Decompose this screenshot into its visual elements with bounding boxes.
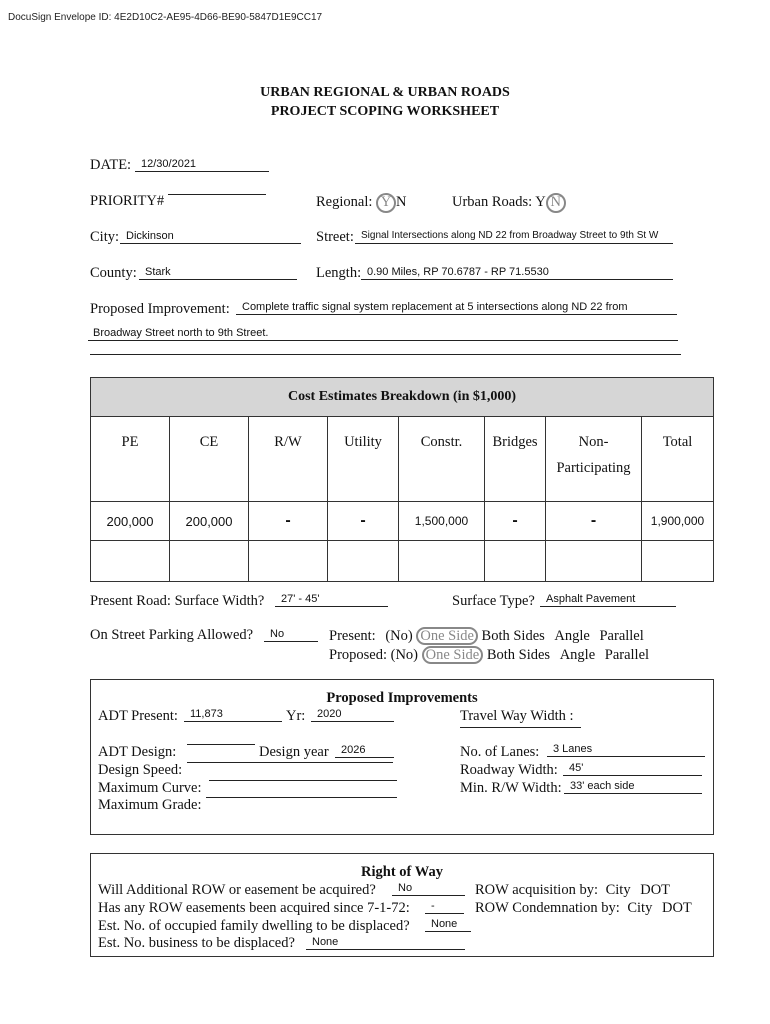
max-grade-field[interactable] [206, 797, 397, 798]
col-total: Total [642, 417, 714, 502]
proposed-improvement-line3[interactable] [90, 354, 681, 355]
condemnation-dot-option[interactable]: DOT [661, 900, 692, 916]
yr-label: Yr: [286, 708, 306, 724]
proposed-improvement-line2[interactable]: Broadway Street north to 9th Street. [88, 326, 678, 341]
max-grade-label: Maximum Grade: [98, 797, 202, 813]
present-no-option[interactable]: (No) [385, 628, 413, 644]
right-of-way-title: Right of Way [361, 864, 443, 880]
row-q4-label: Est. No. business to be displaced? [98, 935, 295, 951]
present-angle-option[interactable]: Angle [554, 628, 590, 644]
surface-type-field[interactable]: Asphalt Pavement [540, 592, 676, 607]
lanes-field[interactable]: 3 Lanes [547, 742, 705, 757]
date-label: DATE: [90, 157, 132, 173]
col-bridges: Bridges [485, 417, 546, 502]
regional-no-option[interactable]: N [396, 194, 407, 210]
col-rw: R/W [249, 417, 328, 502]
acquisition-dot-option[interactable]: DOT [640, 882, 671, 898]
proposed-no-option[interactable]: (No) [390, 647, 419, 663]
empty-cell[interactable] [485, 541, 546, 582]
proposed-one-side-option[interactable]: One Side [422, 646, 484, 664]
urban-roads-label: Urban Roads: [452, 194, 533, 210]
regional-yes-option[interactable]: Y [376, 193, 396, 213]
present-one-side-option[interactable]: One Side [416, 627, 478, 645]
row-condemnation-label: ROW Condemnation by: [475, 900, 620, 916]
regional-field [316, 193, 407, 213]
lanes-label: No. of Lanes: [460, 744, 540, 760]
empty-cell[interactable] [328, 541, 399, 582]
design-speed-field[interactable] [187, 762, 393, 763]
roadway-width-field[interactable]: 45' [563, 761, 702, 776]
max-curve-field[interactable] [209, 780, 397, 781]
cell-rw[interactable]: - [249, 502, 328, 541]
design-speed-label: Design Speed: [98, 762, 183, 778]
row-q1-label: Will Additional ROW or easement be acquired? [98, 882, 376, 898]
priority-field[interactable] [168, 194, 266, 195]
table-row [91, 502, 714, 541]
col-non-participating: Non- Participating [546, 417, 642, 502]
length-field[interactable]: 0.90 Miles, RP 70.6787 - RP 71.5530 [361, 265, 673, 280]
urban-roads-no-option[interactable]: N [546, 193, 566, 213]
row-q1-field[interactable]: No [392, 881, 465, 896]
col-ce: CE [170, 417, 249, 502]
present-label: Present: [329, 628, 376, 644]
county-field[interactable]: Stark [139, 265, 297, 280]
length-label: Length: [316, 265, 362, 281]
cell-bridges[interactable]: - [485, 502, 546, 541]
proposed-angle-option[interactable]: Angle [559, 647, 596, 663]
city-label: City: [90, 229, 120, 245]
adt-design-field[interactable] [187, 744, 255, 745]
yr-field[interactable]: 2020 [311, 707, 394, 722]
row-q3-field[interactable]: None [425, 917, 471, 932]
row-condemnation-row [475, 900, 692, 917]
surface-width-field[interactable]: 27' - 45' [275, 592, 388, 607]
present-parallel-option[interactable]: Parallel [599, 628, 644, 644]
row-q3-label: Est. No. of occupied family dwelling to be displaced? [98, 918, 410, 934]
design-year-label: Design year [259, 744, 329, 760]
cell-non-participating[interactable]: - [546, 502, 642, 541]
cell-pe[interactable]: 200,000 [91, 502, 170, 541]
table-row [91, 541, 714, 582]
regional-label: Regional: [316, 194, 373, 210]
min-rw-width-field[interactable]: 33' each side [564, 779, 702, 794]
max-curve-label: Maximum Curve: [98, 780, 202, 796]
cell-total[interactable]: 1,900,000 [642, 502, 714, 541]
empty-cell[interactable] [642, 541, 714, 582]
col-constr: Constr. [399, 417, 485, 502]
row-q4-field[interactable]: None [306, 935, 465, 950]
date-field[interactable]: 12/30/2021 [135, 157, 269, 172]
parking-label: On Street Parking Allowed? [90, 627, 254, 643]
county-label: County: [90, 265, 137, 281]
adt-present-label: ADT Present: [98, 708, 178, 724]
parking-field[interactable]: No [264, 627, 318, 642]
priority-label: PRIORITY# [90, 193, 165, 209]
row-acquisition-row [475, 882, 670, 899]
row-q2-field[interactable]: - [425, 899, 464, 914]
urban-roads-yes-option[interactable]: Y [535, 194, 546, 210]
page-subtitle: PROJECT SCOPING WORKSHEET [270, 104, 500, 119]
cell-utility[interactable]: - [328, 502, 399, 541]
cost-table-title: Cost Estimates Breakdown (in $1,000) [91, 378, 714, 417]
min-rw-width-label: Min. R/W Width: [460, 780, 562, 796]
cost-estimates-table [90, 377, 714, 582]
proposed-improvement-label: Proposed Improvement: [90, 301, 230, 317]
empty-cell[interactable] [399, 541, 485, 582]
adt-present-field[interactable]: 11,873 [184, 707, 282, 722]
surface-type-label: Surface Type? [452, 593, 535, 609]
col-utility: Utility [328, 417, 399, 502]
envelope-id: DocuSign Envelope ID: 4E2D10C2-AE95-4D66-BE90-5847D1E9CC17 [8, 12, 323, 23]
empty-cell[interactable] [249, 541, 328, 582]
surface-width-label: Present Road: Surface Width? [90, 593, 265, 609]
col-pe: PE [91, 417, 170, 502]
present-both-sides-option[interactable]: Both Sides [481, 628, 545, 644]
proposed-improvement-line1[interactable]: Complete traffic signal system replacement at 5 intersections along ND 22 from [236, 300, 677, 315]
empty-cell[interactable] [546, 541, 642, 582]
acquisition-city-option[interactable]: City [605, 882, 631, 898]
parking-proposed-row [329, 646, 649, 664]
urban-roads-field [452, 193, 566, 213]
page-title: URBAN REGIONAL & URBAN ROADS [260, 85, 510, 100]
proposed-improvements-title: Proposed Improvements [326, 690, 478, 706]
row-q2-label: Has any ROW easements been acquired since 7-1-72: [98, 900, 410, 916]
proposed-both-sides-option[interactable]: Both Sides [486, 647, 551, 663]
empty-cell[interactable] [91, 541, 170, 582]
street-field[interactable]: Signal Intersections along ND 22 from Broadway Street to 9th St W [355, 229, 673, 244]
empty-cell[interactable] [170, 541, 249, 582]
proposed-label: Proposed: [329, 647, 387, 663]
adt-design-label: ADT Design: [98, 744, 177, 760]
travel-way-field[interactable] [460, 727, 581, 728]
roadway-width-label: Roadway Width: [460, 762, 558, 778]
travel-way-label: Travel Way Width : [460, 708, 574, 724]
street-label: Street: [316, 229, 354, 245]
cell-ce[interactable]: 200,000 [170, 502, 249, 541]
city-field[interactable]: Dickinson [120, 229, 301, 244]
row-acquisition-label: ROW acquisition by: [475, 882, 598, 898]
parking-present-row [329, 627, 644, 645]
cell-constr[interactable]: 1,500,000 [399, 502, 485, 541]
condemnation-city-option[interactable]: City [627, 900, 653, 916]
design-year-field[interactable]: 2026 [335, 743, 394, 758]
proposed-parallel-option[interactable]: Parallel [604, 647, 650, 663]
